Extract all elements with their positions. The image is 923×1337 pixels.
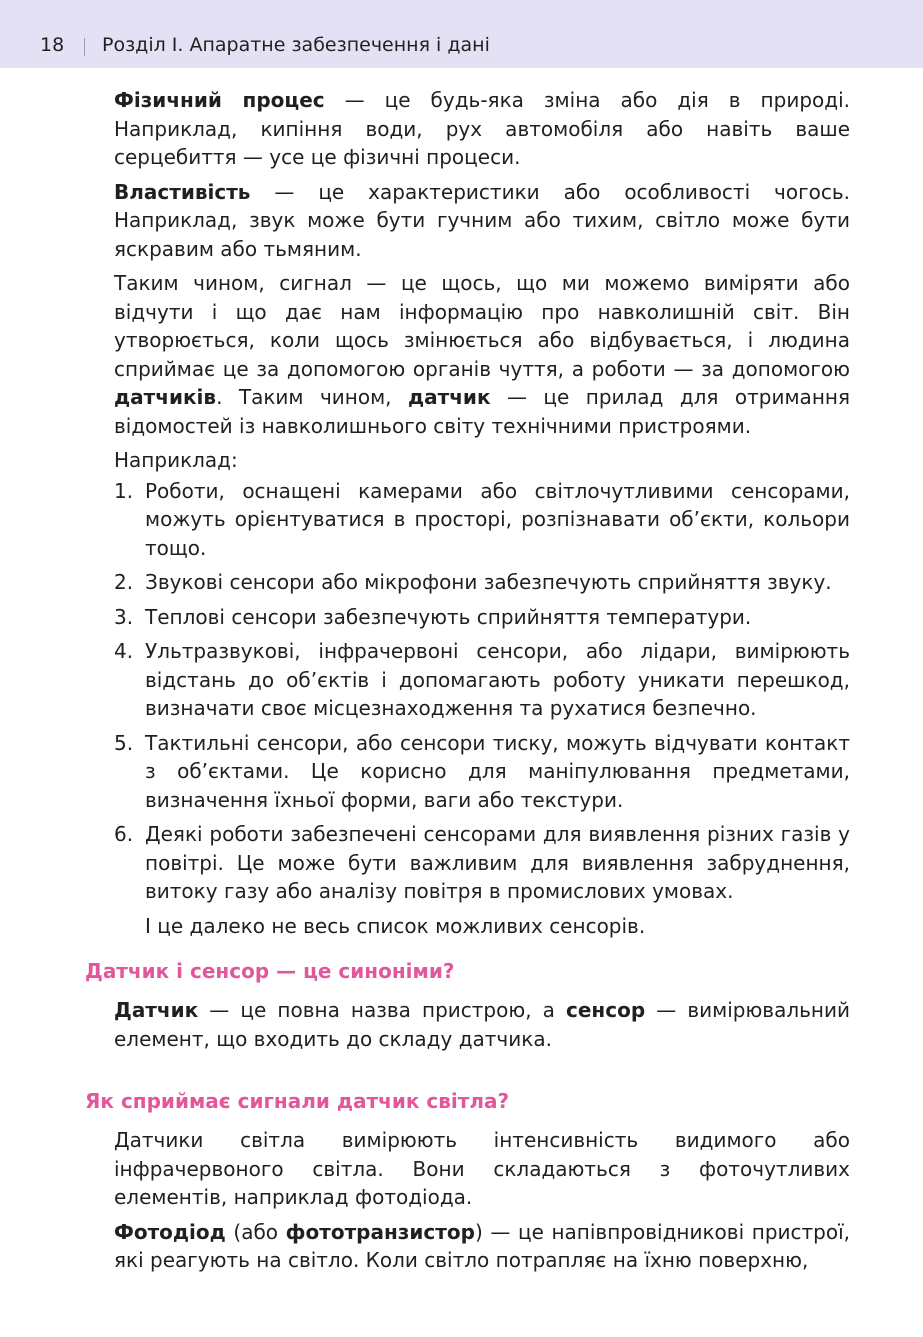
paragraph-physical-process (114, 86, 850, 172)
list-number: 6. (114, 822, 134, 846)
paragraph-text: Таким чином, сигнал — це щось, що ми можемо виміряти або відчути і що дає нам інформацію про навколишній світ. Він утворюється, коли щось змінюється або відбувається, і людина сприймає це за допомогою органів чуття, а роботи — за допомогою (114, 271, 850, 381)
paragraph-text: — це повна назва пристрою, а (198, 998, 566, 1022)
term-phototransistor: фототранзистор (285, 1219, 475, 1244)
paragraph-photodiode (114, 1218, 850, 1275)
sensor-list (114, 477, 850, 906)
page-header (0, 0, 923, 68)
list-item (114, 637, 850, 723)
list-item-text: Ультразвукові, інфрачервоні сенсори, або лідари, вимірюють відстань до об’єктів і допомагають роботу уникати перешкод, визначати своє місцезнаходження та рухатися безпечно. (145, 639, 850, 720)
term-physical-process: Фізичний процес (114, 88, 325, 112)
paragraph-property (114, 178, 850, 264)
paragraph-text: . Таким чином, (216, 385, 408, 409)
list-item-text: Теплові сенсори забезпечують сприйняття температури. (145, 604, 752, 629)
list-item-text: Роботи, оснащені камерами або світлочутливими сенсорами, можуть орієнтуватися в просторі, розпізнавати об’єкти, кольори тощо. (145, 478, 850, 560)
term-sensor: сенсор (566, 998, 646, 1022)
header-divider (84, 38, 85, 56)
main-content (114, 86, 850, 940)
list-number: 3. (114, 604, 134, 629)
list-item-text: Деякі роботи забезпечені сенсорами для виявлення різних газів у повітрі. Це може бути важливим для виявлення забруднення, витоку газу або аналізу повітря в промислових умовах. (145, 822, 850, 903)
example-intro: Наприклад: (114, 448, 238, 472)
paragraph-text: — це будь-яка зміна або дія в природі. Наприклад, кипіння води, рух автомобіля або навіть ваше серцебиття — усе це фізичні процеси. (114, 88, 850, 169)
list-number: 2. (114, 570, 134, 594)
section-heading-light-sensor: Як сприймає сигнали датчик світла? (85, 1089, 510, 1113)
running-head: Розділ І. Апаратне забезпечення і дані (102, 34, 490, 56)
list-item-text: Звукові сенсори або мікрофони забезпечують сприйняття звуку. (145, 570, 832, 594)
term-sensors: датчиків (114, 385, 217, 409)
paragraph-text: (або (225, 1219, 286, 1244)
paragraph-light-sensors: Датчики світла вимірюють інтенсивність видимого або інфрачервоного світла. Вони складаються з фоточутливих елементів, наприклад фотодіода. (114, 1128, 850, 1209)
paragraph-signal (114, 269, 850, 440)
list-item (114, 603, 850, 632)
list-item (114, 477, 850, 563)
list-item-text: Тактильні сенсори, або сенсори тиску, можуть відчувати контакт з об’єктами. Це корисно для маніпулювання предметами, визначення їхньої форми, ваги або текстури. (145, 730, 850, 812)
list-tail-note: І це далеко не весь список можливих сенсорів. (145, 913, 646, 938)
list-number: 4. (114, 639, 134, 663)
term-photodiode: Фотодіод (114, 1219, 226, 1244)
paragraph-sensor-definition (114, 996, 850, 1053)
paragraph-text: — це прилад для отримання відомостей із навколишнього світу технічними пристроями. (114, 385, 850, 438)
list-number: 1. (114, 478, 134, 503)
page-number: 18 (40, 34, 65, 56)
section-sensor-synonyms (114, 996, 850, 1053)
paragraph-text: — вимірювальний елемент, що входить до складу датчика. (114, 998, 850, 1051)
term-sensor-device: датчик (407, 385, 491, 409)
section-light-sensor (114, 1126, 850, 1275)
list-item (114, 820, 850, 906)
term-datchyk: Датчик (114, 998, 199, 1022)
section-heading-sensor-synonyms: Датчик і сенсор — це синоніми? (85, 959, 455, 983)
term-property: Властивість (114, 179, 251, 204)
paragraph-text: — це характеристики або особливості чогось. Наприклад, звук може бути гучним або тихим, світло може бути яскравим або тьмяним. (114, 179, 850, 261)
list-item (114, 729, 850, 815)
list-number: 5. (114, 730, 134, 755)
list-item (114, 568, 850, 597)
paragraph-text: ) — це напівпровідникові пристрої, які реагують на світло. Коли світло потрапляє на їхню поверхню, (114, 1219, 851, 1272)
